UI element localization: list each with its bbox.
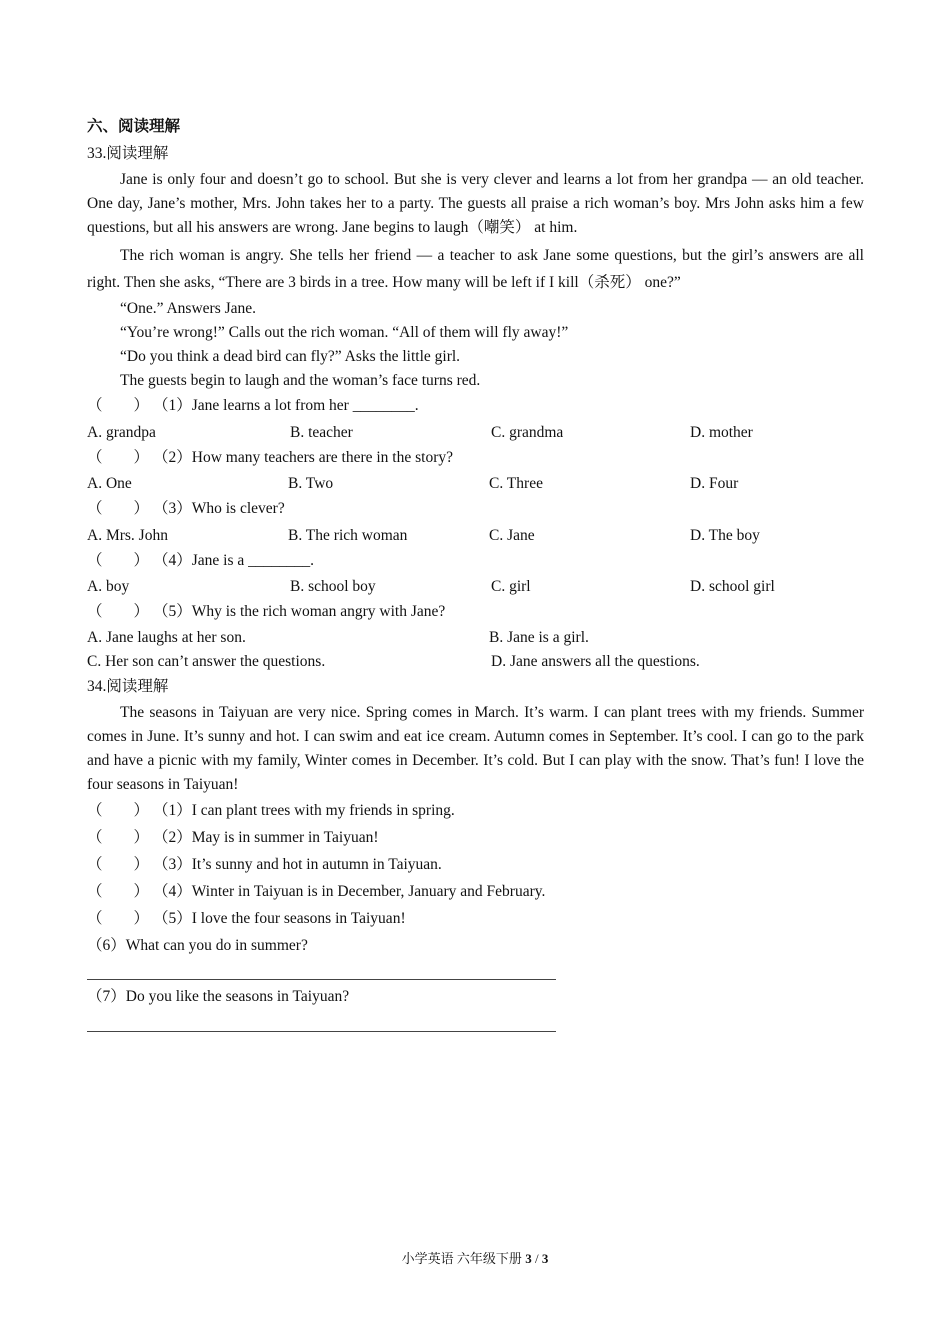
q34-paragraph: The seasons in Taiyuan are very nice. Spring comes in March. It’s warm. I can plant trees with my friends. Summer comes in June. It’s sunny and hot. I can swim and eat ice cream. Autumn comes in September. It’s cool. I can go to the park and have a picnic with my family, Winter comes in December. It’s cold. But I can play with the snow. That’s fun! I love the four seasons in Taiyuan!: [87, 704, 864, 793]
q34-tf-5: [87, 909, 406, 929]
answer-paren[interactable]: （ ）: [87, 802, 150, 819]
q33-dialogue-3: “Do you think a dead bird can fly?” Asks the little girl.: [120, 348, 461, 365]
q33-paragraph-2: The rich woman is angry. She tells her friend — a teacher to ask Jane some questions, but the girl’s answers are all right. Then she asks, “There are 3 birds in a tree. How many will be left if I kill（杀死） one?”: [87, 247, 864, 291]
option-c: C. grandma: [491, 424, 564, 441]
answer-paren[interactable]: （ ）: [87, 397, 150, 414]
statement-text: （1）I can plant trees with my friends in spring.: [153, 802, 455, 819]
section-title: 六、阅读理解: [87, 118, 181, 135]
option-b: B. teacher: [290, 424, 353, 441]
question-text: （1）Jane learns a lot from her ________.: [153, 397, 419, 414]
option-c: C. Jane: [489, 527, 535, 544]
statement-text: （3）It’s sunny and hot in autumn in Taiyuan.: [153, 856, 442, 873]
footer-subject: 小学英语 六年级下册: [401, 1251, 522, 1266]
q33-question-5: [87, 602, 445, 622]
answer-paren[interactable]: （ ）: [87, 829, 150, 846]
answer-paren[interactable]: （ ）: [87, 500, 150, 517]
answer-paren[interactable]: （ ）: [87, 449, 150, 466]
statement-text: （5）I love the four seasons in Taiyuan!: [153, 910, 406, 927]
statement-text: （4）Winter in Taiyuan is in December, January and February.: [153, 883, 546, 900]
answer-paren[interactable]: （ ）: [87, 910, 150, 927]
q33-question-3: [87, 499, 285, 519]
q34-label: 34.阅读理解: [87, 678, 169, 695]
answer-line-7[interactable]: [87, 1031, 556, 1032]
q34-tf-4: [87, 882, 545, 902]
option-b: B. school boy: [290, 578, 376, 595]
q33-paragraph-1: Jane is only four and doesn’t go to school. But she is very clever and learns a lot from her grandpa — an old teacher. One day, Jane’s mother, Mrs. John takes her to a party. The guests all praise a rich woman’s boy. Mrs John asks him a few questions, but all his answers are wrong. Jane begins to laugh（嘲笑） at him.: [87, 171, 864, 236]
q33-question-4: [87, 551, 314, 571]
question-text: （4）Jane is a ________.: [153, 552, 315, 569]
option-a: A. Mrs. John: [87, 527, 168, 544]
option-a: A. boy: [87, 578, 130, 595]
q33-question-1: [87, 396, 419, 416]
answer-paren[interactable]: （ ）: [87, 603, 150, 620]
option-d: D. school girl: [690, 578, 775, 595]
answer-paren[interactable]: （ ）: [87, 883, 150, 900]
option-a: A. One: [87, 475, 132, 492]
option-c: C. Her son can’t answer the questions.: [87, 653, 326, 670]
q34-tf-2: [87, 828, 379, 848]
option-b: B. The rich woman: [288, 527, 408, 544]
q33-dialogue-1: “One.” Answers Jane.: [120, 300, 257, 317]
q34-tf-1: [87, 801, 455, 821]
option-a: A. grandpa: [87, 424, 156, 441]
q33-dialogue-2: “You’re wrong!” Calls out the rich woman. “All of them will fly away!”: [120, 324, 569, 341]
footer-page-total: 3: [541, 1251, 549, 1266]
option-d: D. The boy: [690, 527, 760, 544]
option-b: B. Jane is a girl.: [489, 629, 589, 646]
q33-dialogue-4: The guests begin to laugh and the woman’s face turns red.: [120, 372, 481, 389]
option-d: D. Jane answers all the questions.: [491, 653, 700, 670]
option-c: C. girl: [491, 578, 531, 595]
page-footer: [0, 1248, 950, 1267]
answer-paren[interactable]: （ ）: [87, 552, 150, 569]
question-text: （5）Why is the rich woman angry with Jane?: [153, 603, 446, 620]
option-d: D. Four: [690, 475, 739, 492]
q34-open-question-6: （6）What can you do in summer?: [87, 937, 308, 954]
question-text: （2）How many teachers are there in the story?: [153, 449, 453, 466]
option-c: C. Three: [489, 475, 543, 492]
question-text: （3）Who is clever?: [153, 500, 285, 517]
footer-separator: /: [531, 1251, 542, 1266]
q34-open-question-7: （7）Do you like the seasons in Taiyuan?: [87, 988, 350, 1005]
q33-question-2: [87, 448, 453, 468]
option-a: A. Jane laughs at her son.: [87, 629, 246, 646]
q34-tf-3: [87, 855, 442, 875]
option-b: B. Two: [288, 475, 334, 492]
q33-label: 33.阅读理解: [87, 145, 169, 162]
statement-text: （2）May is in summer in Taiyuan!: [153, 829, 379, 846]
answer-paren[interactable]: （ ）: [87, 856, 150, 873]
footer-page-number: 3: [525, 1251, 532, 1266]
answer-line-6[interactable]: [87, 979, 556, 980]
option-d: D. mother: [690, 424, 753, 441]
